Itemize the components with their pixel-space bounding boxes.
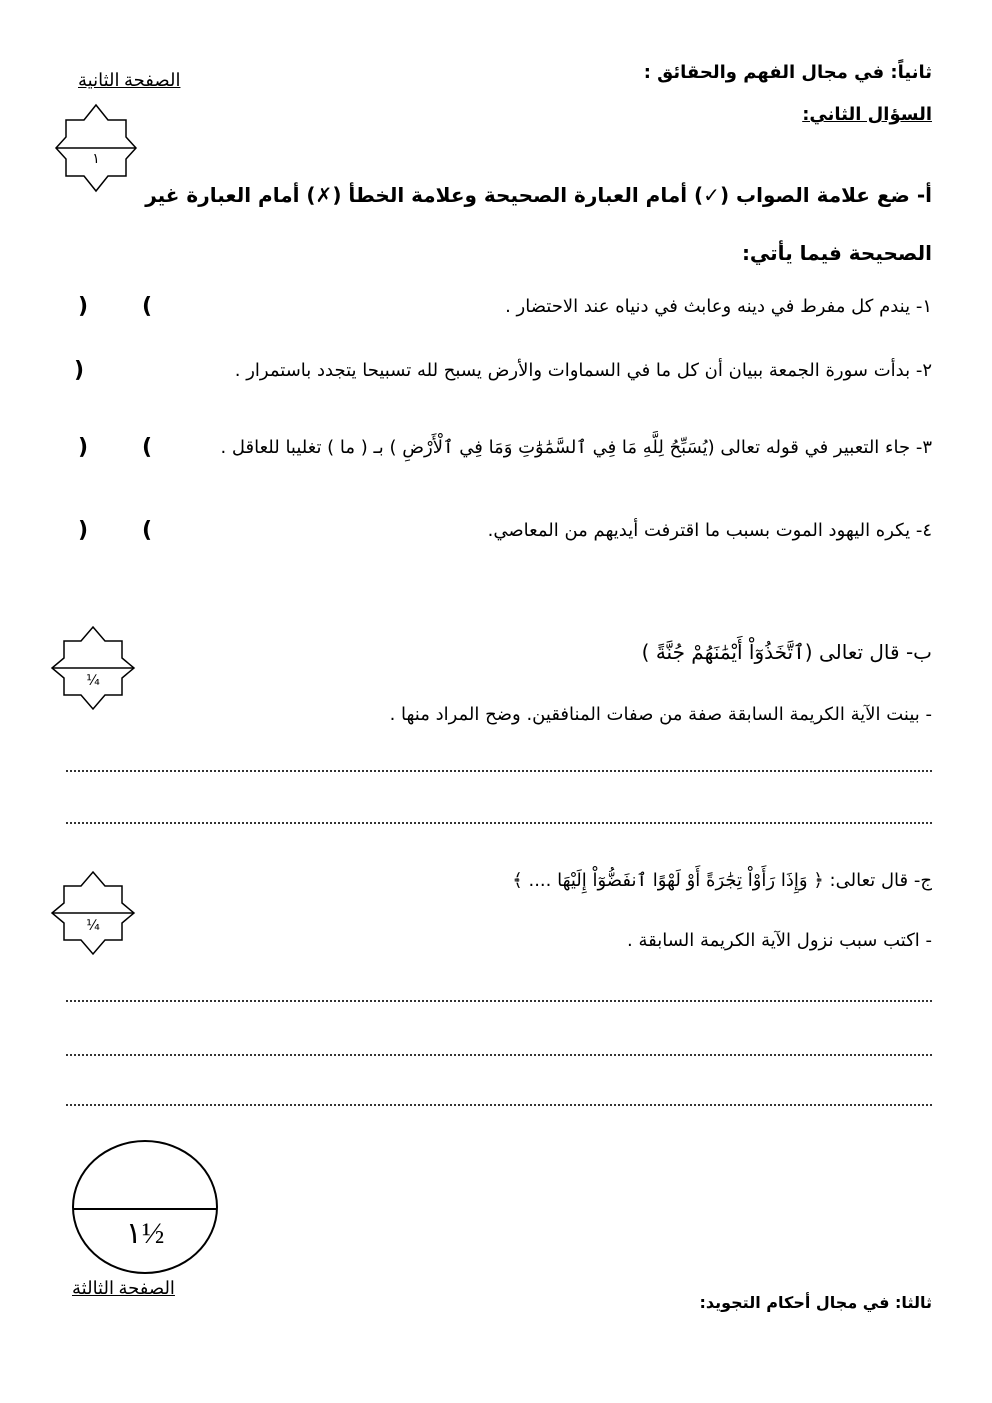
score-star-b xyxy=(50,625,136,711)
answer-4-open: ( xyxy=(142,518,153,543)
statement-2: ٢- بدأت سورة الجمعة ببيان أن كل ما في السماوات والأرض يسبح لله تسبيحا يتجدد باستمرار . xyxy=(234,360,932,381)
answer-2-close[interactable]: ) xyxy=(74,358,85,383)
answer-line-b2[interactable] xyxy=(66,818,932,824)
part-b-verse: ب- قال تعالى (ٱتَّخَذُوٓاْ أَيْمَٰنَهُمْ جُنَّةً ) xyxy=(641,640,932,664)
answer-line-c3[interactable] xyxy=(66,1100,932,1106)
answer-3-open: ( xyxy=(142,435,153,460)
answer-line-b1[interactable] xyxy=(66,766,932,772)
score-a: ١ xyxy=(92,151,100,167)
score-b: ¼ xyxy=(86,673,100,689)
answer-4-close[interactable]: ) xyxy=(78,518,89,543)
score-star-c xyxy=(50,870,136,956)
part-a-instruction: أ- ضع علامة الصواب (✓) أمام العبارة الصحيحة وعلامة الخطأ (✗) أمام العبارة غير الصحيحة فيما يأتي: xyxy=(145,183,932,265)
next-section-title: ثالثا: في مجال أحكام التجويد: xyxy=(699,1293,932,1312)
part-c-verse: ج- قال تعالى: ﴿ وَإِذَا رَأَوْاْ تِجَٰرَةً أَوْ لَهْوًا ٱنفَضُّوٓاْ إِلَيْهَا .... ﴾ xyxy=(512,870,932,891)
page-label-bottom: الصفحة الثالثة xyxy=(72,1278,175,1298)
star-shape-icon xyxy=(50,870,136,956)
part-c-question: - اكتب سبب نزول الآية الكريمة السابقة . xyxy=(627,930,932,951)
total-score-circle xyxy=(72,1140,218,1274)
circle-divider xyxy=(74,1208,216,1210)
statement-3: ٣- جاء التعبير في قوله تعالى (يُسَبِّحُ لِلَّهِ مَا فِي ٱلسَّمَٰوَٰتِ وَمَا فِي ٱلْأَرْضِ ) بـ ( ما ) تغليبا للعاقل . xyxy=(220,437,932,458)
answer-line-c1[interactable] xyxy=(66,996,932,1002)
answer-line-c2[interactable] xyxy=(66,1050,932,1056)
star-shape-icon xyxy=(50,625,136,711)
question-title: السؤال الثاني: xyxy=(802,104,932,125)
answer-1-open: ( xyxy=(142,294,153,319)
statement-1: ١- يندم كل مفرط في دينه وعابث في دنياه عند الاحتضار . xyxy=(505,296,932,317)
section-title: ثانياً: في مجال الفهم والحقائق : xyxy=(643,62,932,83)
page-label-top: الصفحة الثانية xyxy=(78,70,181,90)
answer-1-close[interactable]: ) xyxy=(78,294,89,319)
total-score: ١½ xyxy=(125,1217,165,1250)
statement-4: ٤- يكره اليهود الموت بسبب ما اقترفت أيديهم من المعاصي. xyxy=(487,520,932,541)
score-c: ¼ xyxy=(86,918,100,934)
answer-3-close[interactable]: ) xyxy=(78,435,89,460)
part-b-question: - بينت الآية الكريمة السابقة صفة من صفات المنافقين. وضح المراد منها . xyxy=(389,704,932,725)
